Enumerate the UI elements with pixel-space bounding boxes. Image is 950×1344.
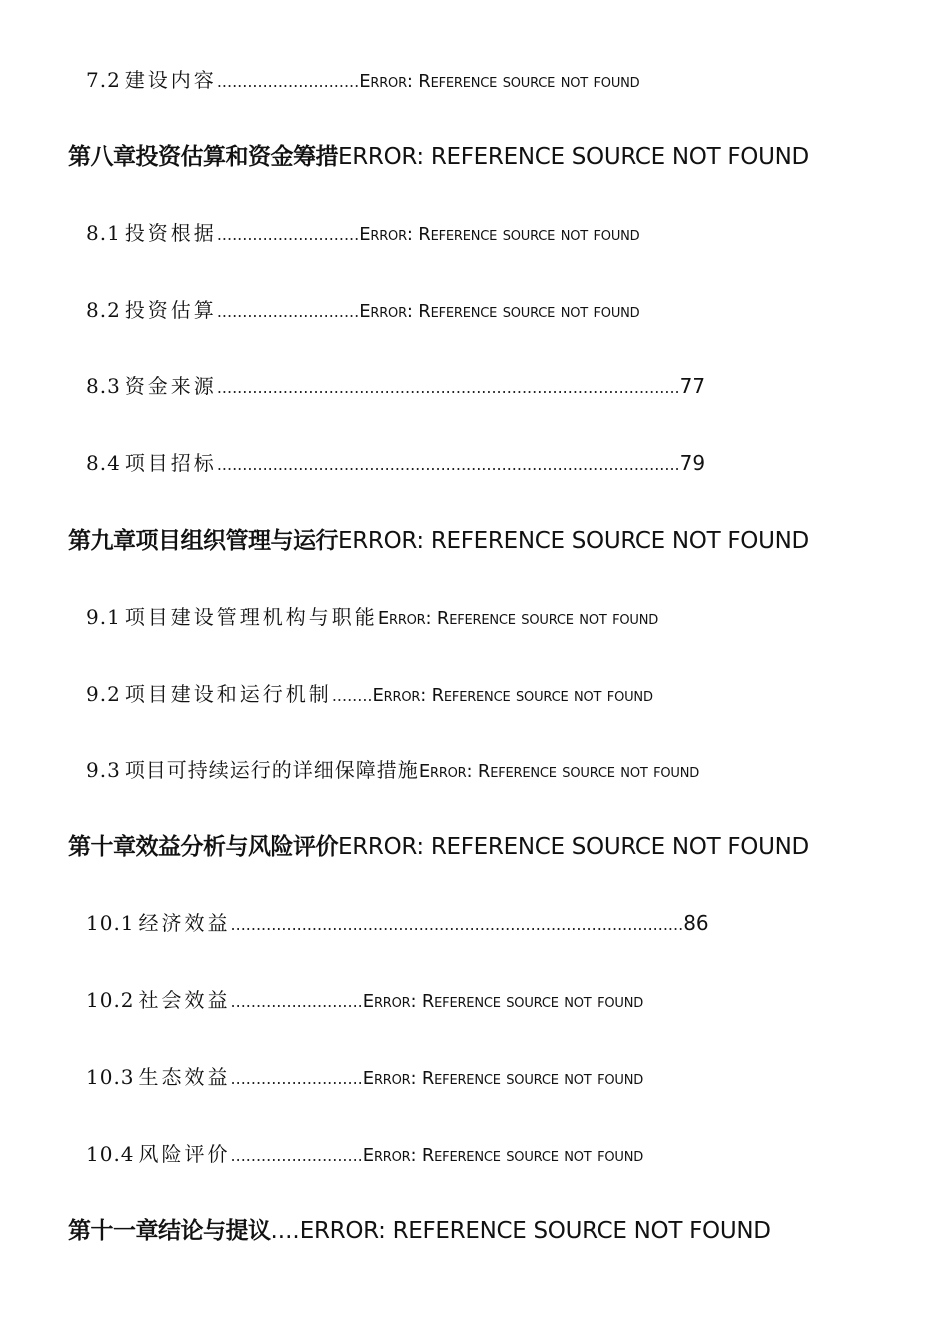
section-title: 项目建设和运行机制: [124, 682, 332, 706]
reference-error: ERROR: REFERENCE SOURCE NOT FOUND: [338, 834, 809, 860]
section-title: 投资根据: [124, 221, 217, 245]
toc-chapter-11[interactable]: [68, 1220, 771, 1243]
toc-entry-10-2[interactable]: [86, 990, 643, 1011]
toc-entry-8-2[interactable]: [86, 300, 639, 321]
page-number: 86: [683, 911, 709, 935]
toc-entry-10-3[interactable]: [86, 1067, 643, 1088]
section-title: 投资估算: [124, 298, 217, 322]
leader-dots: ..........................: [230, 1069, 363, 1088]
section-number: 10.3: [86, 1065, 135, 1089]
chapter-title: 第八章投资估算和资金筹措: [68, 144, 338, 170]
leader-dots: ...........................................................................................: [216, 455, 680, 474]
toc-entry-9-1[interactable]: [86, 607, 658, 628]
reference-error: Error: Reference source not found: [418, 761, 700, 782]
section-title: 项目建设管理机构与职能: [124, 605, 378, 629]
reference-error: Error: Reference source not found: [359, 224, 640, 245]
page-number: 77: [679, 374, 706, 398]
section-number: 10.1: [86, 911, 135, 935]
section-title: 经济效益: [138, 911, 231, 935]
toc-entry-9-3[interactable]: [86, 760, 699, 781]
section-number: 8.1: [86, 221, 121, 245]
section-title: 生态效益: [138, 1065, 231, 1089]
leader-dots: ..........................: [230, 1146, 363, 1165]
reference-error: Error: Reference source not found: [362, 1145, 644, 1166]
reference-error: Error: Reference source not found: [362, 991, 644, 1012]
section-number: 7.2: [86, 68, 121, 92]
reference-error: ERROR: REFERENCE SOURCE NOT FOUND: [338, 528, 809, 554]
reference-error: Error: Reference source not found: [377, 608, 659, 629]
section-number: 9.2: [86, 682, 121, 706]
section-title: 项目招标: [124, 451, 217, 475]
section-number: 8.4: [86, 451, 121, 475]
toc-entry-10-4[interactable]: [86, 1144, 643, 1165]
toc-chapter-9[interactable]: [68, 530, 809, 553]
chapter-title: 第九章项目组织管理与运行: [68, 528, 338, 554]
chapter-title: 第十一章结论与提议: [68, 1218, 271, 1244]
section-number: 8.2: [86, 298, 121, 322]
leader-dots: ..........................: [230, 992, 363, 1011]
toc-entry-8-1[interactable]: [86, 223, 639, 244]
toc-entry-8-3[interactable]: [86, 376, 705, 396]
page-number: 79: [679, 451, 706, 475]
section-title: 项目可持续运行的详细保障措施: [124, 758, 419, 782]
section-number: 9.1: [86, 605, 121, 629]
section-title: 建设内容: [124, 68, 217, 92]
leader-dots: ............................: [216, 72, 360, 91]
reference-error: ERROR: REFERENCE SOURCE NOT FOUND: [338, 144, 809, 170]
leader-dots: .........................................................................................: [230, 915, 684, 934]
section-number: 9.3: [86, 758, 121, 782]
reference-error: Error: Reference source not found: [372, 685, 653, 706]
section-number: 8.3: [86, 374, 121, 398]
reference-error: Error: Reference source not found: [359, 301, 640, 322]
leader-dots: ........: [331, 686, 373, 705]
toc-chapter-8[interactable]: [68, 146, 809, 169]
section-title: 社会效益: [138, 988, 231, 1012]
chapter-title: 第十章效益分析与风险评价: [68, 834, 338, 860]
toc-chapter-10[interactable]: [68, 836, 809, 859]
section-number: 10.2: [86, 988, 135, 1012]
reference-error: ERROR: REFERENCE SOURCE NOT FOUND: [299, 1218, 771, 1244]
section-number: 10.4: [86, 1142, 135, 1166]
leader-dots: ....: [270, 1218, 300, 1244]
reference-error: Error: Reference source not found: [359, 71, 640, 92]
leader-dots: ............................: [216, 225, 360, 244]
toc-entry-10-1[interactable]: [86, 913, 709, 933]
section-title: 资金来源: [124, 374, 217, 398]
leader-dots: ...........................................................................................: [216, 378, 680, 397]
leader-dots: ............................: [216, 302, 360, 321]
toc-entry-7-2[interactable]: [86, 70, 639, 91]
section-title: 风险评价: [138, 1142, 231, 1166]
toc-entry-9-2[interactable]: [86, 684, 653, 705]
toc-entry-8-4[interactable]: [86, 453, 705, 473]
reference-error: Error: Reference source not found: [362, 1068, 644, 1089]
